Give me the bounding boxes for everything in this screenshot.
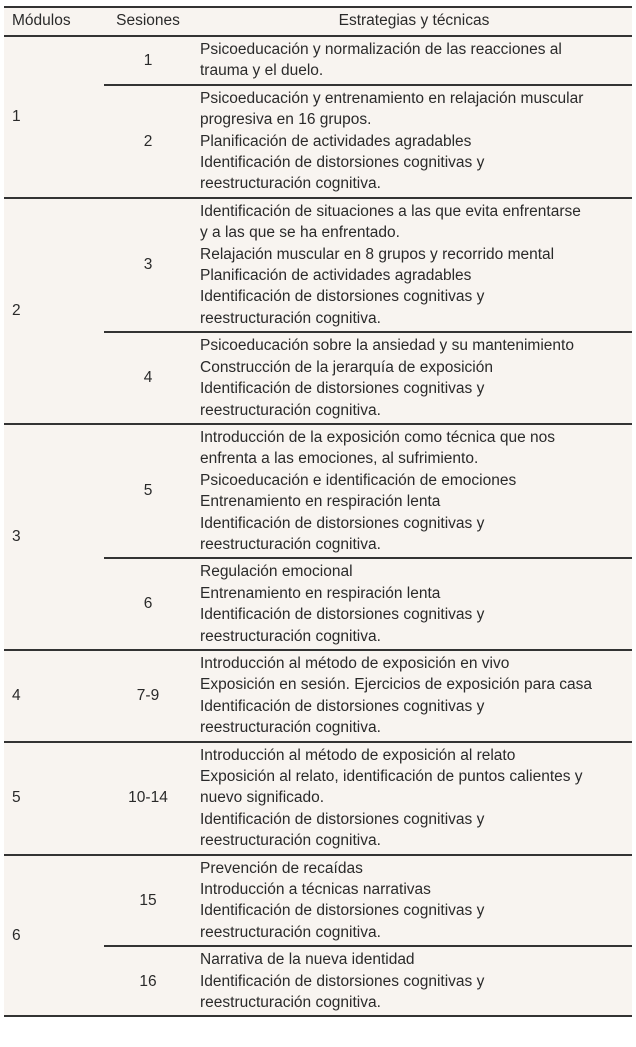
strategy-line: Identificación de situaciones a las que evita enfrentarse [200,202,581,220]
strategy-line: Psicoeducación y entrenamiento en relajación muscular [200,89,584,107]
strategies-cell [192,742,632,855]
treatment-modules-table [4,6,632,1017]
strategy-line: Psicoeducación e identificación de emociones [200,471,517,489]
table-body [4,36,632,1016]
strategy-line: Identificación de distorsiones cognitivas y [200,288,485,306]
table-header [4,7,632,36]
table-row [4,198,632,332]
strategy-line: Identificación de distorsiones cognitivas y [200,154,485,172]
table-row [4,36,632,85]
header-sesiones: Sesiones [104,7,192,36]
strategies-cell [192,36,632,85]
session-cell: 15 [104,855,192,947]
strategies-cell [192,855,632,947]
strategy-line: reestructuración cognitiva. [200,535,381,553]
strategy-line: Planificación de actividades agradables [200,132,472,150]
session-cell: 16 [104,946,192,1016]
strategy-line: reestructuración cognitiva. [200,401,381,419]
strategy-line: Relajación muscular en 8 grupos y recorrido mental [200,245,555,263]
header-modulos: Módulos [4,7,104,36]
strategy-line: nuevo significado. [200,789,325,807]
strategy-line: Psicoeducación y normalización de las reacciones al [200,41,562,58]
table-row [4,424,632,558]
strategies-cell [192,85,632,198]
table-row [4,742,632,855]
session-cell: 7-9 [104,650,192,742]
strategies-cell [192,332,632,424]
strategies-cell [192,558,632,650]
session-cell: 5 [104,424,192,558]
header-estrategias: Estrategias y técnicas [192,7,632,36]
strategy-line: Construcción de la jerarquía de exposición [200,358,493,376]
strategy-line: Entrenamiento en respiración lenta [200,493,441,511]
module-cell: 3 [4,424,104,650]
strategy-line: Identificación de distorsiones cognitivas y [200,810,485,828]
session-cell: 3 [104,198,192,332]
table-container [4,6,632,1017]
strategy-line: reestructuración cognitiva. [200,832,381,850]
session-cell: 2 [104,85,192,198]
strategy-line: reestructuración cognitiva. [200,923,381,941]
module-cell: 1 [4,36,104,198]
strategy-line: Regulación emocional [200,563,353,581]
strategies-cell [192,946,632,1016]
session-cell: 4 [104,332,192,424]
strategy-line: Psicoeducación sobre la ansiedad y su mantenimiento [200,337,574,355]
strategy-line: Narrativa de la nueva identidad [200,951,415,969]
module-cell: 6 [4,855,104,1017]
strategy-line: Introducción de la exposición como técnica que nos [200,428,555,446]
module-cell: 5 [4,742,104,855]
strategy-line: reestructuración cognitiva. [200,994,381,1012]
strategy-line: Introducción al método de exposición al relato [200,746,516,764]
strategy-line: y a las que se ha enfrentado. [200,224,400,242]
strategy-line: reestructuración cognitiva. [200,175,381,193]
strategy-line: reestructuración cognitiva. [200,309,381,327]
strategy-line: Exposición en sesión. Ejercicios de exposición para casa [200,676,593,694]
strategy-line: Planificación de actividades agradables [200,267,472,285]
strategies-cell [192,650,632,742]
strategy-line: Identificación de distorsiones cognitivas y [200,380,485,398]
strategy-line: reestructuración cognitiva. [200,627,381,645]
module-cell: 2 [4,198,104,424]
strategy-line: Identificación de distorsiones cognitivas y [200,514,485,532]
strategy-line: trauma y el duelo. [200,62,324,80]
strategy-line: Identificación de distorsiones cognitivas y [200,697,485,715]
strategy-line: reestructuración cognitiva. [200,719,381,737]
session-cell: 10-14 [104,742,192,855]
strategy-line: Exposición al relato, identificación de puntos calientes y [200,768,583,785]
header-row [4,7,632,36]
strategies-cell [192,198,632,332]
module-cell: 4 [4,650,104,742]
table-row [4,650,632,742]
strategy-line: Entrenamiento en respiración lenta [200,584,441,602]
strategies-cell [192,424,632,558]
strategy-line: Identificación de distorsiones cognitivas y [200,606,485,624]
table-row [4,855,632,947]
session-cell: 1 [104,36,192,85]
strategy-line: Introducción al método de exposición en vivo [200,654,510,672]
session-cell: 6 [104,558,192,650]
strategy-line: Prevención de recaídas [200,859,363,877]
strategy-line: Introducción a técnicas narrativas [200,881,431,899]
strategy-line: Identificación de distorsiones cognitivas y [200,972,485,990]
strategy-line: enfrenta a las emociones, al sufrimiento. [200,450,479,468]
strategy-line: progresiva en 16 grupos. [200,111,372,129]
strategy-line: Identificación de distorsiones cognitivas y [200,902,485,920]
